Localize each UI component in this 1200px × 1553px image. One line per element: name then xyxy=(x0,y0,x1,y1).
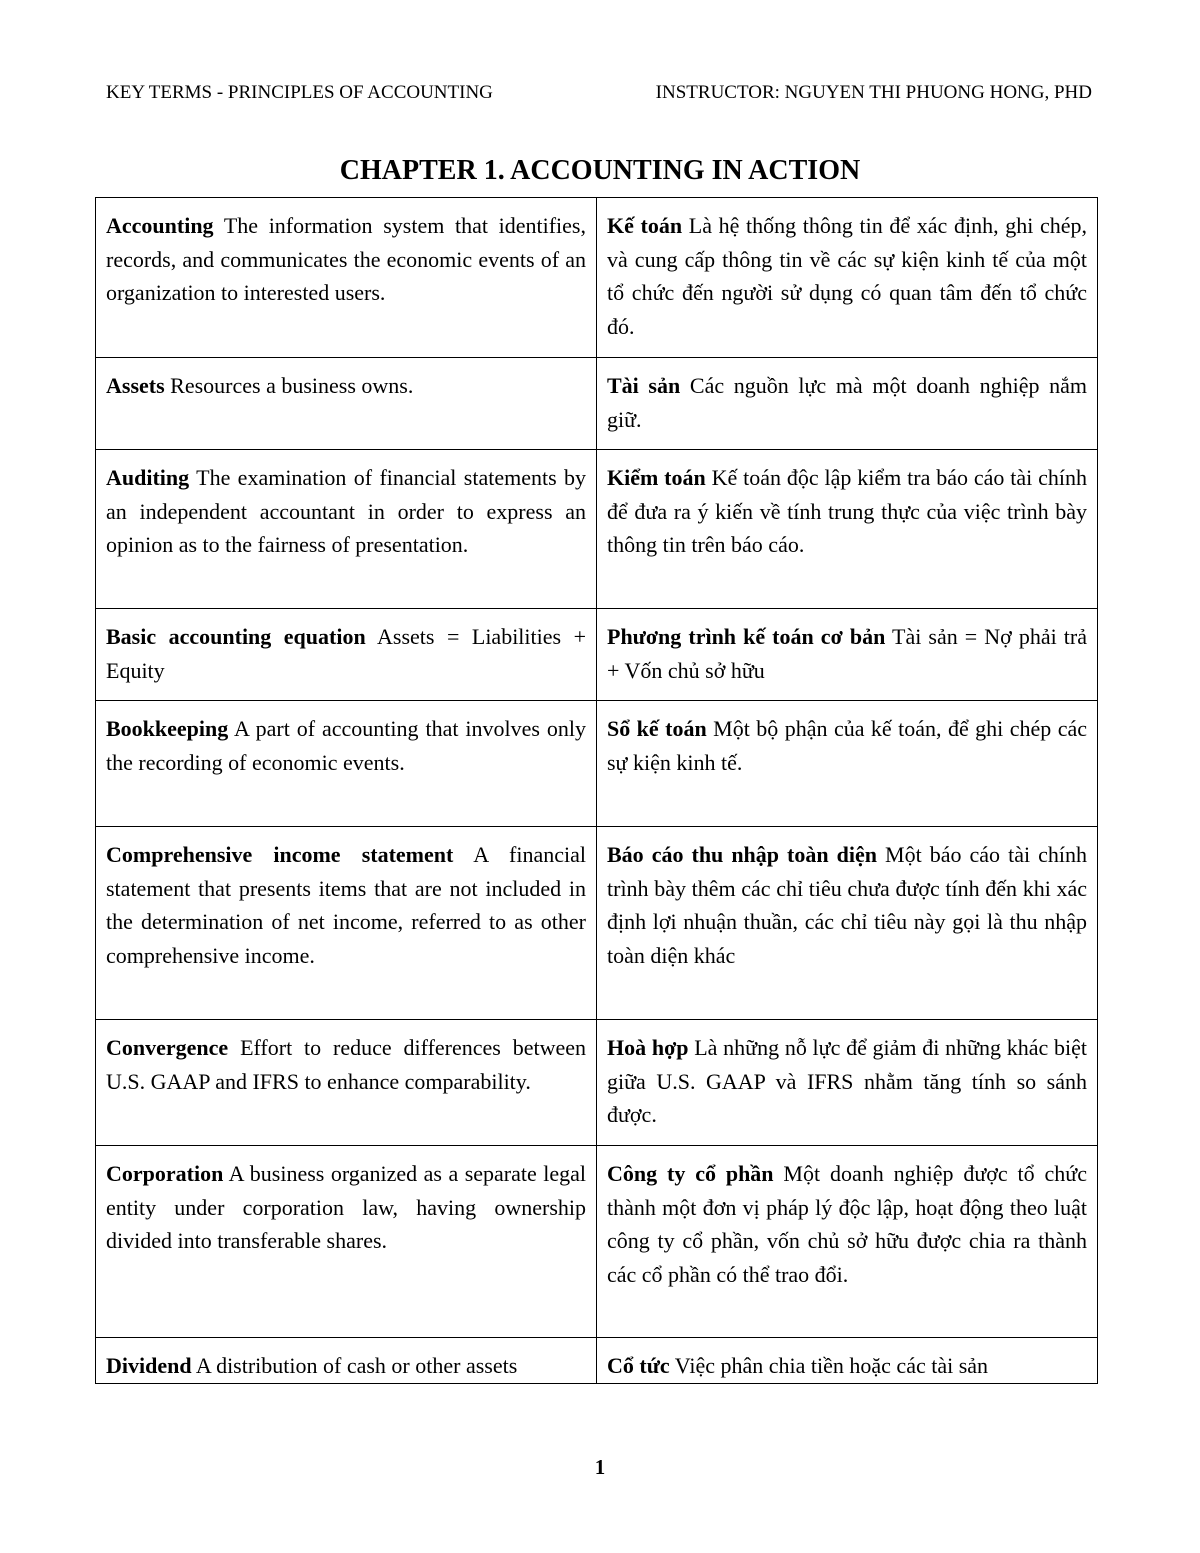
english-term: Bookkeeping xyxy=(106,716,229,741)
table-row xyxy=(96,450,1098,609)
english-definition-cell xyxy=(96,198,597,358)
vietnamese-definition-cell xyxy=(597,1338,1098,1384)
vietnamese-definition-cell xyxy=(597,1146,1098,1338)
english-term: Convergence xyxy=(106,1035,229,1060)
english-definition-cell xyxy=(96,1146,597,1338)
vietnamese-definition: Là hệ thống thông tin để xác định, ghi chép, và cung cấp thông tin về các sự kiện kinh tế của một tổ chức đến người sử dụng có quan tâm đến tổ chức đó. xyxy=(607,213,1088,339)
english-definition: Resources a business owns. xyxy=(170,373,414,398)
english-term: Assets xyxy=(106,373,165,398)
vietnamese-term: Tài sản xyxy=(607,373,681,398)
vietnamese-term: Công ty cổ phần xyxy=(607,1161,774,1186)
vietnamese-term: Sổ kế toán xyxy=(607,716,707,741)
english-definition: The examination of financial statements by an independent accountant in order to express an opinion as to the fairness of presentation. xyxy=(106,465,586,557)
english-definition: A business organized as a separate legal entity under corporation law, having ownership divided into transferable shares. xyxy=(106,1161,586,1253)
english-definition: Effort to reduce differences between U.S. GAAP and IFRS to enhance comparability. xyxy=(106,1035,586,1094)
table-row xyxy=(96,701,1098,827)
english-term: Auditing xyxy=(106,465,190,490)
english-term: Corporation xyxy=(106,1161,224,1186)
vietnamese-term: Báo cáo thu nhập toàn diện xyxy=(607,842,877,867)
chapter-title: CHAPTER 1. ACCOUNTING IN ACTION xyxy=(339,155,861,186)
english-term: Accounting xyxy=(106,213,214,238)
vietnamese-term: Hoà hợp xyxy=(607,1035,689,1060)
english-definition-cell xyxy=(96,827,597,1020)
header-instructor: INSTRUCTOR: NGUYEN THI PHUONG HONG, PHD xyxy=(655,82,1092,103)
vietnamese-term: Kiểm toán xyxy=(607,465,706,490)
page-number: 1 xyxy=(594,1455,606,1479)
table-row xyxy=(96,827,1098,1020)
key-terms-table xyxy=(95,197,1098,1384)
vietnamese-definition-cell xyxy=(597,198,1098,358)
table-row xyxy=(96,609,1098,701)
english-definition: A financial statement that presents items that are not included in the determination of net income, referred to as other comprehensive income. xyxy=(106,842,586,968)
english-definition: A distribution of cash or other assets xyxy=(195,1353,518,1378)
vietnamese-term: Cổ tức xyxy=(607,1353,670,1378)
english-definition-cell xyxy=(96,609,597,701)
vietnamese-definition: Một báo cáo tài chính trình bày thêm các chỉ tiêu chưa được tính đến khi xác định lợi nhuận thuần, các chỉ tiêu này gọi là thu nhập toàn diện khác xyxy=(607,842,1087,968)
vietnamese-definition: Việc phân chia tiền hoặc các tài sản xyxy=(674,1353,989,1378)
table-row xyxy=(96,358,1098,450)
english-term: Basic accounting equation xyxy=(106,624,366,649)
english-definition-cell xyxy=(96,701,597,827)
english-definition: The information system that identifies, records, and communicates the economic events of an organization to interested users. xyxy=(106,213,586,305)
english-definition: Assets = Liabilities + Equity xyxy=(106,624,586,683)
english-definition: A part of accounting that involves only the recording of economic events. xyxy=(106,716,586,775)
table-row xyxy=(96,198,1098,358)
header-course-title: KEY TERMS - PRINCIPLES OF ACCOUNTING xyxy=(106,82,493,103)
vietnamese-definition-cell xyxy=(597,358,1098,450)
english-term: Comprehensive income statement xyxy=(106,842,454,867)
table-row xyxy=(96,1146,1098,1338)
english-definition-cell xyxy=(96,1020,597,1146)
vietnamese-definition-cell xyxy=(597,827,1098,1020)
vietnamese-definition: Tài sản = Nợ phải trả + Vốn chủ sở hữu xyxy=(607,624,1088,683)
vietnamese-definition: Một bộ phận của kế toán, để ghi chép các sự kiện kinh tế. xyxy=(607,716,1088,775)
table-row xyxy=(96,1020,1098,1146)
vietnamese-definition-cell xyxy=(597,701,1098,827)
vietnamese-term: Kế toán xyxy=(607,213,683,238)
page-header xyxy=(106,82,1092,108)
english-term: Dividend xyxy=(106,1353,192,1378)
table-row xyxy=(96,1338,1098,1384)
vietnamese-definition: Kế toán độc lập kiểm tra báo cáo tài chính để đưa ra ý kiến về tính trung thực của việc trình bày thông tin trên báo cáo. xyxy=(607,465,1087,557)
vietnamese-definition: Một doanh nghiệp được tổ chức thành một đơn vị pháp lý độc lập, hoạt động theo luật công ty cổ phần, vốn chủ sở hữu được chia ra thành các cổ phần có thể trao đổi. xyxy=(607,1161,1087,1287)
vietnamese-definition-cell xyxy=(597,450,1098,609)
vietnamese-definition: Là những nỗ lực để giảm đi những khác biệt giữa U.S. GAAP và IFRS nhằm tăng tính so sánh được. xyxy=(607,1035,1088,1127)
vietnamese-definition-cell xyxy=(597,609,1098,701)
english-definition-cell xyxy=(96,450,597,609)
vietnamese-definition-cell xyxy=(597,1020,1098,1146)
vietnamese-term: Phương trình kế toán cơ bản xyxy=(607,624,886,649)
english-definition-cell xyxy=(96,358,597,450)
vietnamese-definition: Các nguồn lực mà một doanh nghiệp nắm giữ. xyxy=(607,373,1088,432)
english-definition-cell xyxy=(96,1338,597,1384)
